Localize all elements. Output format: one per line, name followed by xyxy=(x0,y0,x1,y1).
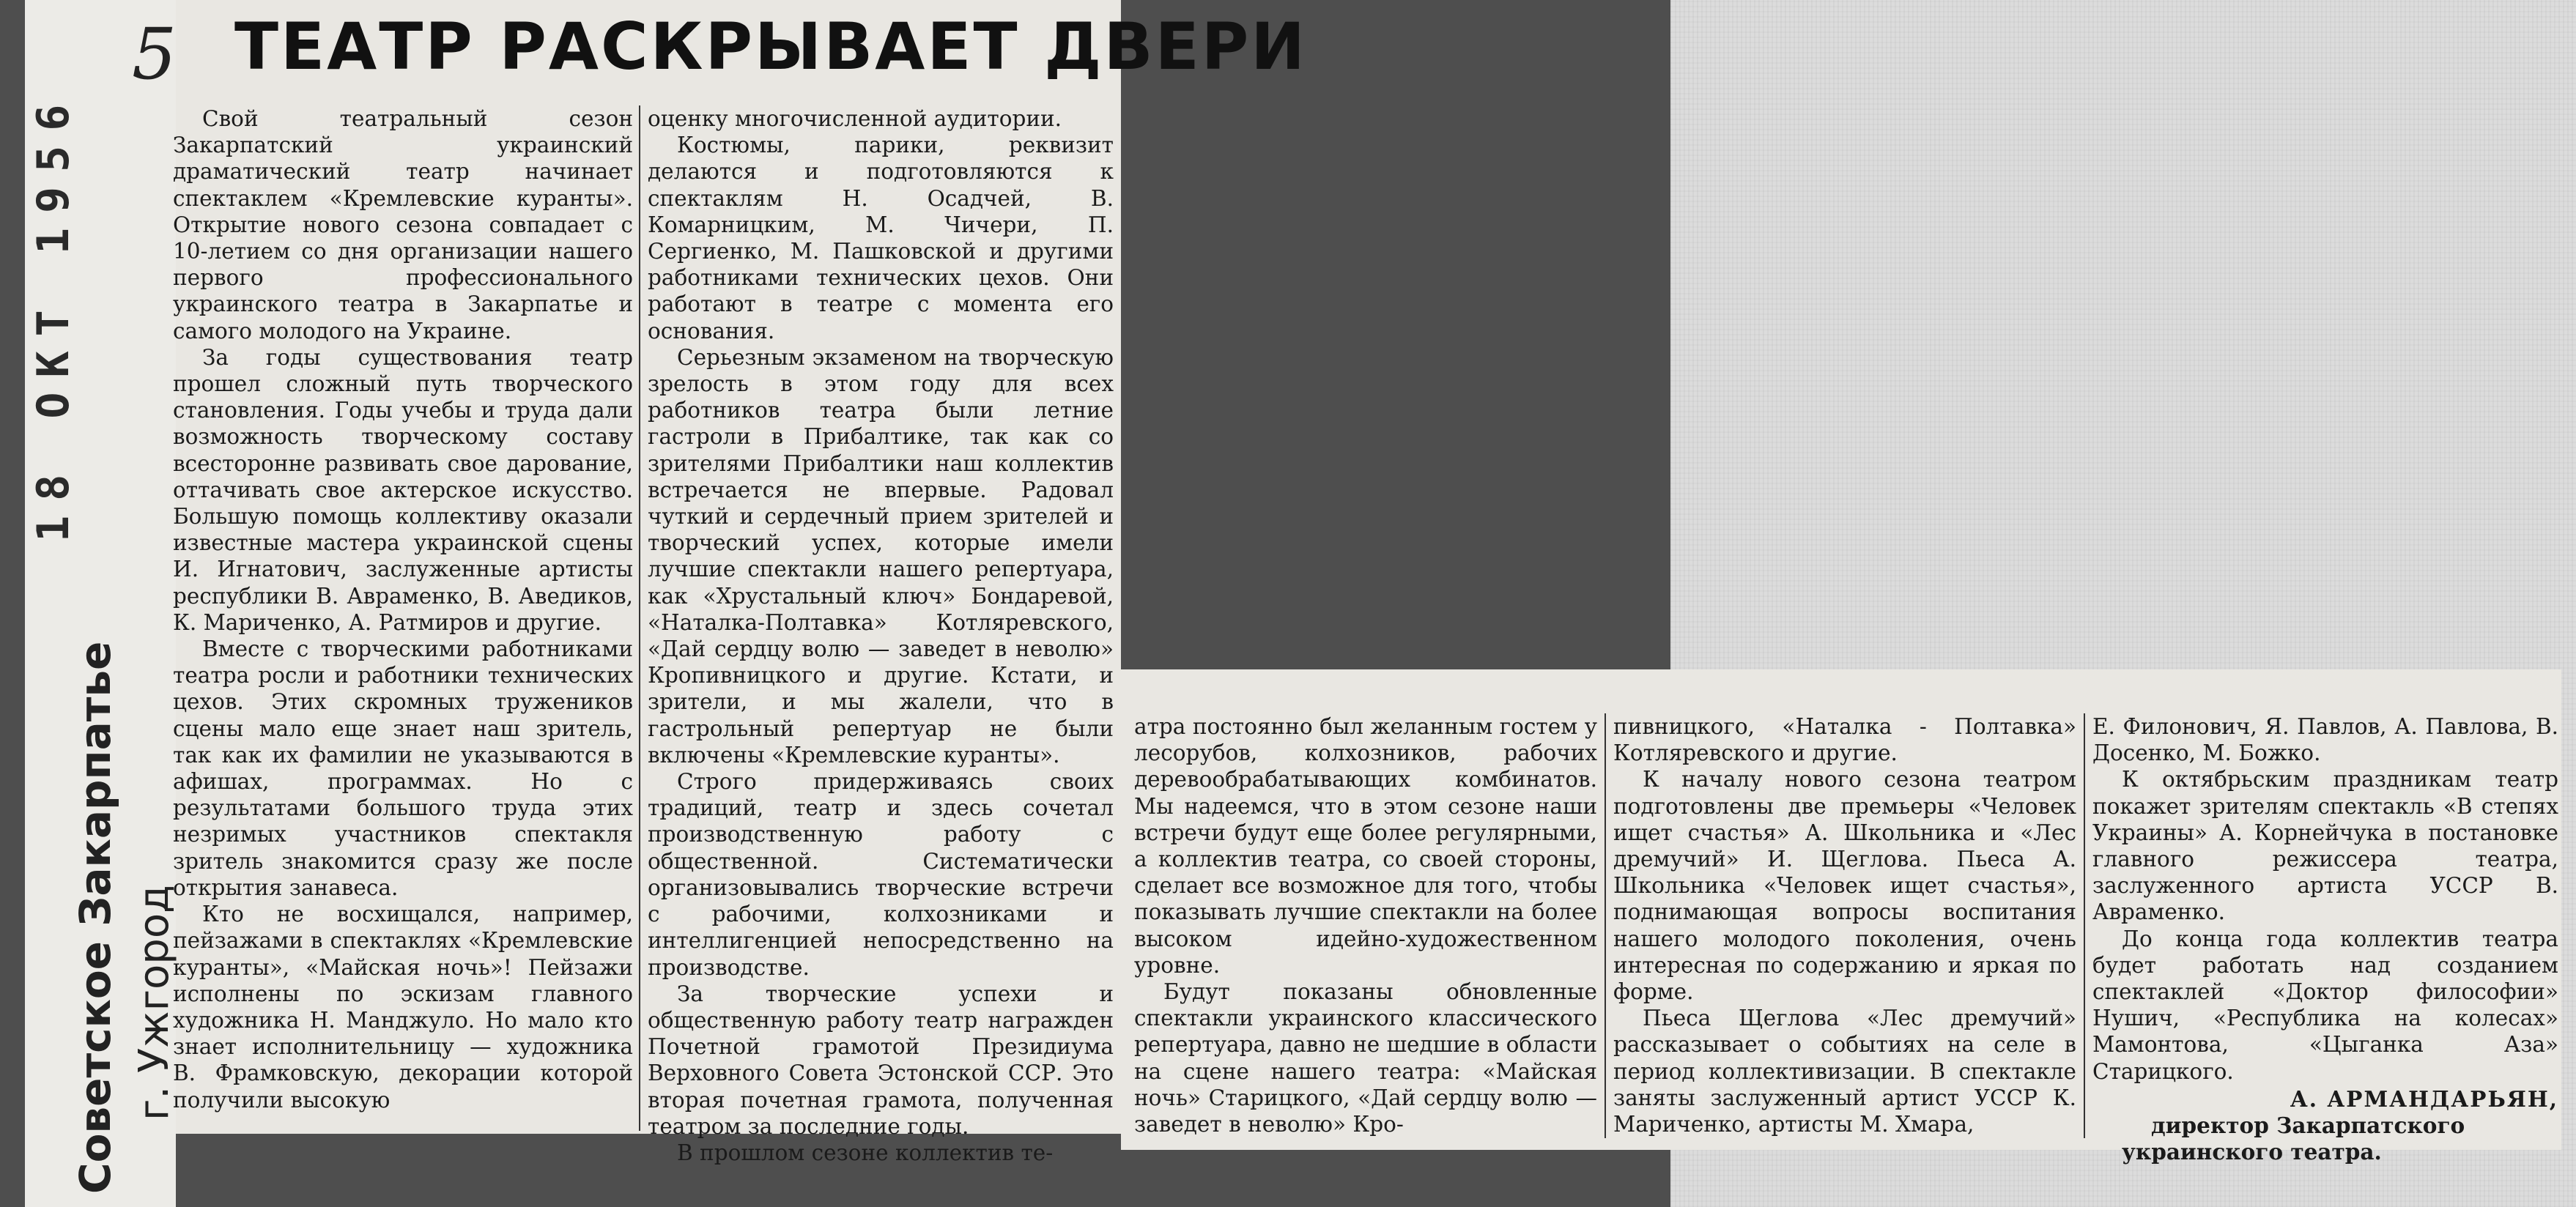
column-divider xyxy=(1605,713,1606,1138)
article-column-5 xyxy=(2092,713,2558,1165)
paragraph: Костюмы, парики, реквизит делаются и подготовляются к спектаклям Н. Осадчей, В. Комарницким, М. Чичери, П. Сергиенко, М. Пашковской и другими работниками технических цехов. Они работают в театре с момента его основания. xyxy=(648,133,1114,343)
article-column-4 xyxy=(1613,713,2076,1138)
paragraph: Е. Филонович, Я. Павлов, А. Павлова, В. Досенко, М. Божко. xyxy=(2092,714,2558,766)
author-role: директор Закарпатского украинского театра. xyxy=(2122,1113,2465,1165)
article-column-1 xyxy=(173,105,633,1131)
newspaper-source: Советское Закарпатье xyxy=(70,641,120,1194)
column-divider xyxy=(639,105,640,1131)
column-divider xyxy=(2084,713,2085,1138)
paragraph: Свой театральный сезон Закарпатский украинский драматический театр начинает спектаклем «Кремлевские куранты». Открытие нового сезона совпадает с 10-летием со дня организации нашего первого профессионального украинского театра в Закарпатье и самого молодого на Украине. xyxy=(173,106,633,343)
paragraph: Серьезным экзаменом на творческую зрелость в этом году для всех работников театра были летние гастроли в Прибалтике, так как со зрителями Прибалтики наш коллектив встречается не впервые. Радовал чуткий и сердечный прием зрителей и творческий успех, которые имели лучшие спектакли нашего репертуара, как «Хрустальный ключ» Бондаревой, «Наталка-Полтавка» Котляревского, «Дай сердцу волю — заведет в неволю» Кропивницкого и другие. Кстати, и зрители, и мы жалели, что в гастрольный репертуар не были включены «Кремлевские куранты». xyxy=(648,344,1114,768)
paragraph: В прошлом сезоне коллектив те- xyxy=(677,1140,1054,1165)
article-headline: ТЕАТР РАСКРЫВАЕТ ДВЕРИ xyxy=(234,9,1307,84)
paragraph: атра постоянно был желанным гостем у лесорубов, колхозников, рабочих деревообрабатывающих комбинатов. Мы надеемся, что в этом сезоне наши встречи будут еще более регулярными, а коллектив театра, со своей стороны, сделает все возможное для того, чтобы показывать лучшие спектакли на более высоком идейно-художественном уровне. xyxy=(1134,714,1597,978)
paragraph: К октябрьским праздникам театр покажет зрителям спектакль «В степях Украины» А. Корнейчука в постановке главного режиссера театра, заслуженного артиста УССР В. Авраменко. xyxy=(2092,767,2558,925)
paragraph: К началу нового сезона театром подготовлены две премьеры «Человек ищет счастья» А. Школьника и «Лес дремучий» И. Щеглова. Пьеса А. Школьника «Человек ищет счастья», поднимающая вопросы воспитания нашего молодого поколения, очень интересная по содержанию и яркая по форме. xyxy=(1613,767,2076,1005)
article-column-3 xyxy=(1134,713,1597,1138)
author-signature: А. АРМАНДАРЬЯН, xyxy=(2290,1085,2558,1112)
newspaper-city: г. Ужгород xyxy=(130,885,178,1121)
date-stamp xyxy=(28,432,152,542)
paragraph: Строго придерживаясь своих традиций, театр и здесь сочетал производственную работу с общественной. Систематически организовывались творческие встречи с рабочими, колхозниками и интеллигенцией непосредственно на производстве. xyxy=(648,769,1114,980)
paragraph: Вместе с творческими работниками театра росли и работники технических цехов. Этих скромных тружеников сцены мало еще знает наш зритель, так как их фамилии не указываются в афишах, программах. Но с результатами большого труда этих незримых участников спектакля зритель знакомится сразу же после открытия занавеса. xyxy=(173,636,633,900)
article-column-2 xyxy=(648,105,1114,1165)
paragraph: Будут показаны обновленные спектакли украинского классического репертуара, давно не шедшие в области на сцене нашего театра: «Майская ночь» Старицкого, «Дай сердцу волю — заведет в неволю» Кро- xyxy=(1134,979,1597,1137)
paragraph: За годы существования театр прошел сложный путь творческого становления. Годы учебы и труда дали возможность творческому составу всесторонне развивать свое дарование, оттачивать свое актерское искусство. Большую помощь коллективу оказали известные мастера украинской сцены И. Игнатович, заслуженные артисты республики В. Авраменко, В. Аведиков, К. Мариченко, А. Ратмиров и другие. xyxy=(173,344,633,635)
paragraph: Пьеса Щеглова «Лес дремучий» рассказывает о событиях на селе в период коллективизации. В спектакле заняты заслуженный артист УССР К. Мариченко, артисты М. Хмара, xyxy=(1613,1006,2076,1137)
page-number: 5 xyxy=(132,13,177,95)
paragraph: Кто не восхищался, например, пейзажами в спектаклях «Кремлевские куранты», «Майская ночь»! Пейзажи исполнены по эскизам главного художника Н. Манджуло. Но мало кто знает исполнительницу — художника В. Фрамковскую, декорации которой получили высокую xyxy=(173,902,633,1113)
paragraph: До конца года коллектив театра будет работать над созданием спектаклей «Доктор философии» Нушич, «Республика на колесах» Мамонтова, «Цыганка Аза» Старицкого. xyxy=(2092,926,2558,1084)
paragraph: пивницкого, «Наталка - Полтавка» Котляревского и другие. xyxy=(1613,714,2076,766)
paragraph: За творческие успехи и общественную работу театр награжден Почетной грамотой Президиума Верховного Совета Эстонской ССР. Это вторая почетная грамота, полученная театром за последние годы. xyxy=(648,981,1114,1139)
paragraph: оценку многочисленной аудитории. xyxy=(648,106,1062,131)
